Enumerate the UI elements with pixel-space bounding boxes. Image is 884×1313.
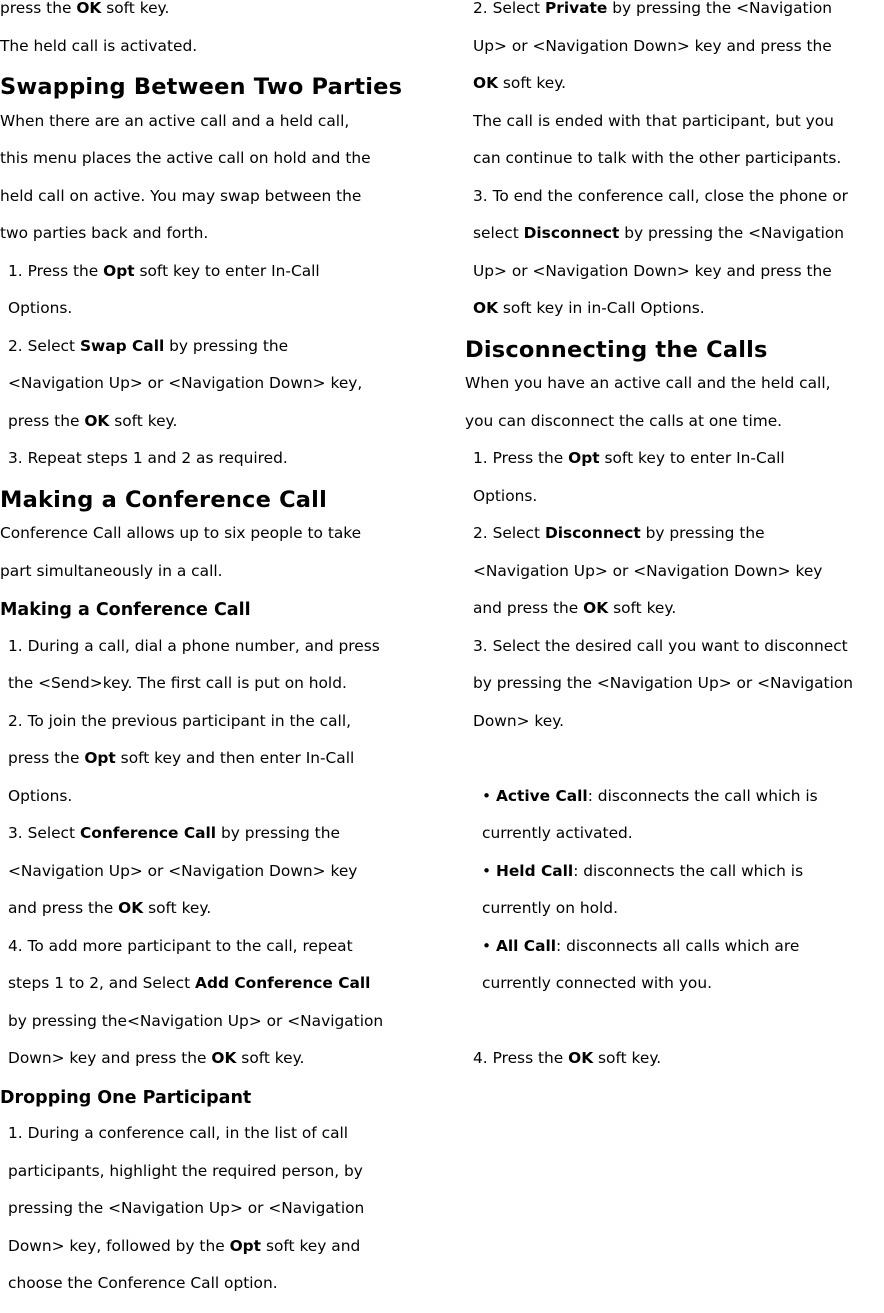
text-segment: two parties back and forth. bbox=[0, 224, 209, 242]
text-line bbox=[0, 1200, 440, 1238]
bold-term: OK bbox=[84, 411, 110, 430]
text-segment: Options. bbox=[8, 299, 73, 317]
text-line bbox=[0, 300, 440, 338]
bold-term: Disconnect bbox=[544, 524, 641, 542]
text-line bbox=[465, 563, 884, 601]
text-line bbox=[465, 38, 884, 76]
text-segment: by pressing the <Navigation bbox=[607, 0, 832, 17]
text-line bbox=[0, 150, 440, 188]
text-line bbox=[465, 713, 884, 751]
text-line bbox=[465, 900, 884, 938]
text-segment: and press the bbox=[8, 899, 119, 917]
bold-term: Opt bbox=[229, 1236, 262, 1255]
text-line bbox=[0, 788, 440, 826]
text-line bbox=[0, 1050, 440, 1088]
bold-term: Conference Call bbox=[79, 824, 217, 842]
bold-term: Opt bbox=[84, 749, 116, 767]
text-segment: soft key in in-Call Options. bbox=[498, 299, 705, 317]
text-line bbox=[0, 863, 440, 901]
text-segment: soft key. bbox=[143, 899, 212, 917]
text-line bbox=[465, 113, 884, 151]
bold-term: OK bbox=[473, 74, 499, 92]
right-column bbox=[465, 0, 884, 1088]
text-segment: Dropping One Participant bbox=[0, 1087, 252, 1108]
bold-term: OK bbox=[211, 1049, 237, 1067]
text-segment: press the bbox=[0, 0, 77, 17]
text-line bbox=[465, 0, 884, 38]
left-column bbox=[0, 0, 440, 1313]
text-segment: 4. To add more participant to the call, repeat bbox=[8, 936, 353, 955]
bold-term: OK bbox=[118, 899, 144, 917]
bold-term: Add Conference Call bbox=[195, 974, 371, 992]
text-line bbox=[465, 150, 884, 188]
text-line bbox=[465, 300, 884, 338]
text-segment: soft key. bbox=[236, 1049, 305, 1067]
text-line bbox=[465, 600, 884, 638]
text-line bbox=[0, 263, 440, 301]
text-segment: soft key. bbox=[109, 411, 178, 430]
text-segment: by pressing the bbox=[216, 824, 340, 842]
bold-term: OK bbox=[568, 1049, 594, 1067]
bold-term: Swap Call bbox=[79, 336, 165, 355]
text-segment: press the bbox=[8, 411, 85, 430]
text-segment: When you have an active call and the held call, bbox=[465, 374, 831, 392]
text-segment: Options. bbox=[473, 486, 538, 505]
text-segment: 3. Repeat steps 1 and 2 as required. bbox=[8, 449, 288, 467]
text-segment: 3. Select the desired call you want to disconnect bbox=[473, 636, 848, 655]
text-line bbox=[0, 375, 440, 413]
text-line bbox=[0, 1238, 440, 1276]
text-segment: can continue to talk with the other participants. bbox=[473, 149, 842, 167]
text-line bbox=[0, 675, 440, 713]
text-line bbox=[0, 188, 440, 226]
text-segment: 1. Press the bbox=[473, 449, 569, 467]
text-segment: 4. Press the bbox=[473, 1049, 569, 1067]
text-segment: soft key to enter In-Call bbox=[599, 449, 785, 467]
bold-term: Disconnect bbox=[523, 224, 620, 242]
text-line bbox=[465, 938, 884, 976]
text-segment: currently activated. bbox=[482, 824, 633, 842]
text-segment: Down> key, followed by the bbox=[8, 1236, 230, 1255]
text-segment: <Navigation Up> or <Navigation Down> key bbox=[473, 561, 823, 580]
text-segment: Conference Call allows up to six people to take bbox=[0, 524, 362, 542]
text-segment: : disconnects the call which is bbox=[573, 861, 804, 880]
text-segment: Disconnecting the Calls bbox=[465, 336, 768, 363]
section-heading bbox=[0, 75, 440, 113]
text-segment: Options. bbox=[8, 786, 73, 805]
bold-term: OK bbox=[473, 299, 499, 317]
text-segment: Making a Conference Call bbox=[0, 486, 327, 513]
text-line bbox=[0, 1163, 440, 1201]
text-line bbox=[465, 188, 884, 226]
bold-term: OK bbox=[583, 599, 609, 617]
text-segment: soft key. bbox=[498, 74, 567, 92]
text-line bbox=[465, 75, 884, 113]
text-segment: • bbox=[482, 936, 496, 955]
text-segment: 2. Select bbox=[8, 336, 80, 355]
text-line bbox=[465, 1050, 884, 1088]
text-segment: 1. During a conference call, in the list of call bbox=[8, 1124, 349, 1142]
text-segment: press the bbox=[8, 749, 85, 767]
text-segment: choose the Conference Call option. bbox=[8, 1274, 278, 1292]
bold-term: Active Call bbox=[495, 786, 588, 805]
text-segment: The held call is activated. bbox=[0, 36, 198, 55]
text-segment: • bbox=[482, 861, 496, 880]
text-segment: Swapping Between Two Parties bbox=[0, 74, 403, 100]
text-line bbox=[0, 38, 440, 76]
text-segment: select bbox=[473, 224, 524, 242]
text-segment: held call on active. You may swap between the bbox=[0, 186, 362, 205]
text-line bbox=[0, 638, 440, 676]
text-segment: and press the bbox=[473, 599, 584, 617]
text-line bbox=[0, 113, 440, 151]
text-segment: Making a Conference Call bbox=[0, 600, 251, 620]
text-segment: soft key. bbox=[593, 1049, 662, 1067]
text-line bbox=[0, 225, 440, 263]
text-segment: When there are an active call and a held call, bbox=[0, 111, 350, 130]
text-line bbox=[465, 413, 884, 451]
text-line bbox=[465, 450, 884, 488]
text-segment: part simultaneously in a call. bbox=[0, 561, 223, 580]
text-line bbox=[465, 375, 884, 413]
subsection-heading bbox=[0, 600, 440, 638]
text-line bbox=[0, 975, 440, 1013]
text-segment: Up> or <Navigation Down> key and press the bbox=[473, 261, 832, 280]
text-line bbox=[465, 638, 884, 676]
bold-term: OK bbox=[76, 0, 102, 17]
text-segment: soft key to enter In-Call bbox=[134, 261, 320, 280]
text-segment: soft key and bbox=[261, 1236, 361, 1255]
text-segment: 2. To join the previous participant in the call, bbox=[8, 711, 351, 730]
text-segment: 3. To end the conference call, close the phone or bbox=[473, 186, 848, 205]
text-line bbox=[0, 1275, 440, 1313]
text-line bbox=[0, 900, 440, 938]
bold-term: Held Call bbox=[495, 861, 574, 880]
subsection-heading bbox=[0, 1088, 440, 1126]
text-line bbox=[465, 825, 884, 863]
text-segment: • bbox=[482, 786, 496, 805]
text-segment: 2. Select bbox=[473, 0, 545, 17]
blank-line bbox=[465, 1013, 884, 1051]
text-segment: soft key and then enter In-Call bbox=[115, 749, 355, 767]
text-segment: by pressing the bbox=[164, 336, 289, 355]
text-segment: 1. During a call, dial a phone number, and press bbox=[8, 636, 380, 655]
text-line bbox=[0, 825, 440, 863]
text-segment: by pressing the <Navigation bbox=[619, 224, 845, 242]
text-line bbox=[0, 1125, 440, 1163]
text-line bbox=[0, 1013, 440, 1051]
text-segment: by pressing the bbox=[640, 524, 765, 542]
text-segment: 2. Select bbox=[473, 524, 545, 542]
bold-term: Private bbox=[544, 0, 608, 17]
text-segment: by pressing the<Navigation Up> or <Navigation bbox=[8, 1011, 384, 1030]
bold-term: Opt bbox=[568, 449, 600, 467]
text-line bbox=[465, 263, 884, 301]
text-line bbox=[0, 750, 440, 788]
text-line bbox=[0, 450, 440, 488]
text-segment: 3. Select bbox=[8, 824, 80, 842]
text-line bbox=[0, 525, 440, 563]
text-line bbox=[465, 788, 884, 826]
text-segment: pressing the <Navigation Up> or <Navigation bbox=[8, 1199, 365, 1217]
text-line bbox=[0, 713, 440, 751]
bold-term: All Call bbox=[495, 936, 557, 955]
section-heading bbox=[465, 338, 884, 376]
blank-line bbox=[465, 750, 884, 788]
text-segment: this menu places the active call on hold and the bbox=[0, 149, 371, 167]
text-line bbox=[465, 863, 884, 901]
text-segment: Down> key and press the bbox=[8, 1049, 212, 1067]
text-line bbox=[465, 525, 884, 563]
text-line bbox=[0, 338, 440, 376]
text-line bbox=[0, 413, 440, 451]
text-segment: Down> key. bbox=[473, 711, 565, 730]
text-line bbox=[0, 938, 440, 976]
text-segment: <Navigation Up> or <Navigation Down> key, bbox=[8, 374, 363, 392]
text-line bbox=[465, 488, 884, 526]
text-segment: currently on hold. bbox=[482, 899, 618, 917]
text-segment: participants, highlight the required person, by bbox=[8, 1161, 363, 1180]
text-segment: : disconnects the call which is bbox=[587, 786, 818, 805]
text-line bbox=[465, 225, 884, 263]
text-segment: steps 1 to 2, and Select bbox=[8, 974, 196, 992]
text-segment: soft key. bbox=[608, 599, 677, 617]
text-segment: Up> or <Navigation Down> key and press the bbox=[473, 36, 832, 55]
text-segment: you can disconnect the calls at one time. bbox=[465, 411, 783, 430]
text-segment: <Navigation Up> or <Navigation Down> key bbox=[8, 861, 358, 880]
text-segment: the <Send>key. The first call is put on hold. bbox=[8, 674, 347, 692]
text-segment: by pressing the <Navigation Up> or <Navigation bbox=[473, 674, 854, 692]
text-segment: 1. Press the bbox=[8, 261, 104, 280]
text-segment: currently connected with you. bbox=[482, 974, 712, 992]
text-segment: The call is ended with that participant, but you bbox=[473, 111, 834, 130]
text-line bbox=[465, 975, 884, 1013]
text-segment: soft key. bbox=[101, 0, 170, 17]
section-heading bbox=[0, 488, 440, 526]
text-line bbox=[465, 675, 884, 713]
text-segment: : disconnects all calls which are bbox=[556, 936, 800, 955]
text-line bbox=[0, 0, 440, 38]
text-line bbox=[0, 563, 440, 601]
bold-term: Opt bbox=[103, 261, 135, 280]
